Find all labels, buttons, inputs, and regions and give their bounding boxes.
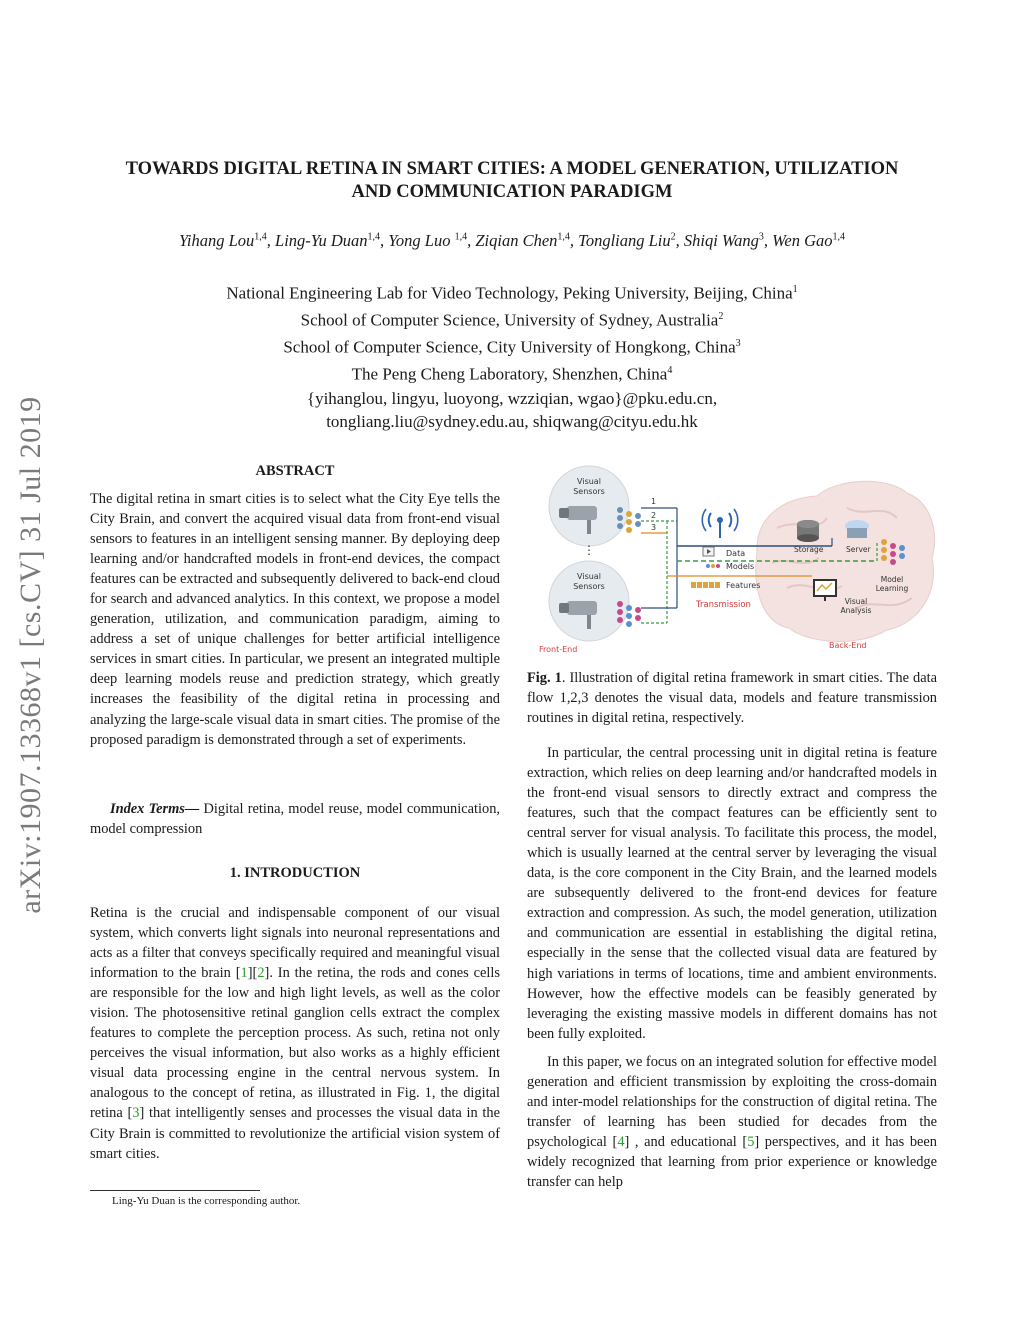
features-legend-icon (691, 582, 720, 588)
author: Tongliang Liu (578, 231, 671, 250)
abstract-heading: ABSTRACT (255, 463, 335, 479)
affiliation: National Engineering Lab for Video Technology, Peking University, Beijing, China$^1$ (226, 283, 798, 303)
footnote-rule (90, 1190, 260, 1191)
author-sup: 1,4 (832, 231, 846, 243)
intro-heading: 1. INTRODUCTION (229, 865, 361, 881)
citation-link[interactable]: 2 (257, 965, 265, 982)
author-sup: 2 (670, 231, 676, 243)
abstract-text: The digital retina in smart cities is to select what the City Eye tells the City Brain, and convert the acquired visual data from front-end visual sensors to features in an intelligent sensing manner. By deploying deep learning and/or handcrafted models in front-end devices, the compact features can be extracted and subsequently delivered to back-end cloud for search and advanced analytics. In this context, we propose a model generation, utilization, and communication paradigm, aiming to address a set of unique challenges for better artificial intelligence services in smart cities. In particular, we present an integrated multiple deep learning models reuse and prediction strategy, which greatly increases the feasibility of the digital retina in processing and analyzing the large-scale visual data in smart cities. The promise of the proposed paradigm is demonstrated through a set of experiments. (90, 491, 500, 748)
paragraph: In particular, the central processing unit in digital retina is feature extraction, which relies on deep learning and/or handcrafted models in the front-end visual sensors to directly extract and compress the features, such that the compact features can be efficiently sent to central server for visual analysis. To facilitate this process, the model, which is usually learned at the central server by leveraging the visual data, is the core component in the City Brain, and the learned models are subsequently delivered to the front-end devices for feature extraction and compression. As such, the model generation, utilization and communication are essential in establishing the digital retina, especially in the sense that the collected visual data are featured by high variations in terms of locations, time and ambient environments. However, how the effective models can be feasibly generated by leveraging the existing massive models in different domains has not been fully exploited. (527, 745, 937, 1042)
index-terms-label: Index Terms— (110, 801, 200, 817)
storage-icon (797, 520, 819, 542)
abstract-body (90, 489, 500, 750)
intro-body (90, 903, 500, 1164)
author-sup: 1,4 (454, 231, 468, 243)
model-learning-label-1: Model (880, 575, 904, 584)
legend-data: Data (726, 549, 746, 558)
visual-analysis-label-1: Visual (844, 597, 868, 606)
sensor-top-label-1: Visual (577, 477, 601, 486)
author: Ling-Yu Duan (275, 231, 368, 250)
transmission-label: Transmission (696, 600, 751, 610)
author: Ziqian Chen (475, 231, 558, 250)
figure-1 (527, 458, 937, 658)
author-sup: 3 (758, 231, 764, 243)
server-icon (845, 520, 869, 538)
model-learning-label-2: Learning (875, 584, 909, 593)
right-column-body (527, 743, 937, 1192)
route-1: 1 (651, 497, 657, 506)
models-legend-icon (706, 564, 720, 568)
author: Shiqi Wang (683, 231, 759, 250)
index-terms (90, 799, 500, 839)
affiliations (80, 278, 944, 434)
legend-models: Models (726, 562, 755, 571)
server-label: Server (846, 545, 871, 554)
arxiv-stamp (2, 360, 60, 950)
caption-text: . Illustration of digital retina framework in smart cities. The data flow 1,2,3 denotes the visual data, models and feature transmission routines in digital retina, respectively. (527, 670, 937, 726)
citation-link[interactable]: 4 (617, 1133, 625, 1150)
citation-link[interactable]: 5 (747, 1133, 755, 1150)
index-terms-text: Digital retina, model reuse, model communication, model compression (90, 801, 500, 838)
route-2: 2 (651, 511, 657, 520)
caption-label: Fig. 1 (527, 670, 562, 686)
arxiv-id: arXiv:1907.13368v1 [cs.CV] 31 Jul 2019 (14, 396, 47, 914)
email-line: {yihanglou, lingyu, luoyong, wzziqian, wgao}@pku.edu.cn, (306, 388, 718, 408)
sensor-bottom-label-1: Visual (577, 572, 601, 581)
author-sup: 1,4 (254, 231, 267, 243)
affiliation: School of Computer Science, University of Sydney, Australia$^2$ (300, 310, 724, 330)
citation-link[interactable]: 3 (132, 1105, 140, 1122)
sensor-bottom-label-2: Sensors (573, 582, 605, 591)
front-end-label: Front-End (539, 645, 578, 654)
author: Wen Gao (772, 231, 833, 250)
storage-label: Storage (794, 545, 824, 554)
author: Yong Luo (388, 231, 451, 250)
visual-analysis-label-2: Analysis (840, 606, 872, 615)
affiliation: School of Computer Science, City University of Hongkong, China$^3$ (283, 337, 741, 357)
antenna-icon (702, 509, 738, 538)
citation-link[interactable]: 1 (240, 965, 248, 982)
author: Yihang Lou (178, 231, 255, 250)
legend-features: Features (726, 581, 761, 590)
route-3: 3 (651, 523, 657, 532)
author-list: Yihang Lou$^{1,4}$, Ling-Yu Duan$^{1,4}$, Yong Luo $^{1,4}$, Ziqian Chen$^{1,4}$, Tongliang Liu$^2$, Shiqi Wang$^3$, Wen Gao$^{1,4}$ (178, 231, 846, 250)
digital-retina-diagram (527, 458, 937, 658)
paragraph: In this paper, we focus on an integrated solution for effective model generation and efficient transmission by exploiting the cross-domain and inter-model relationships for the construction of digital retina. The transfer of learning has been studied for decades from the psychological [4] , and educational [5] perspectives, and it has been widely recognized that learning from prior experience or knowledge transfer can help (527, 1053, 938, 1190)
footnote: Ling-Yu Duan is the corresponding author. (112, 1195, 301, 1207)
back-end-label: Back-End (829, 641, 867, 650)
author-sup: 1,4 (367, 231, 381, 243)
email-line: tongliang.liu@sydney.edu.au, shiqwang@cityu.edu.hk (326, 412, 698, 432)
ellipsis: ⋮ (583, 543, 595, 557)
intro-paragraph: Retina is the crucial and indispensable component of our visual system, which converts light signals into neuronal representations and acts as a filter that conveys specifically required and meaningful visual information to the brain [1][2]. In the retina, the rods and cones cells are responsible for the low and high light levels, as well as the color vision. The photosensitive retinal ganglion cells extract the complex features to complete the perception process. As such, retina not only perceives the visual information, but also works as a highly efficient visual data processing engine in the central nervous system. In analogous to the concept of retina, as illustrated in Fig. 1, the digital retina [3] that intelligently senses and processes the visual data in the City Brain is committed to revolutionize the artificial vision system of smart cities. (90, 905, 501, 1162)
paper-title (80, 158, 944, 204)
data-legend-icon (703, 547, 714, 556)
affiliation: The Peng Cheng Laboratory, Shenzhen, China$^4$ (351, 365, 673, 385)
figure-caption (527, 668, 937, 728)
sensor-top-label-2: Sensors (573, 487, 605, 496)
title-line-2: AND COMMUNICATION PARADIGM (351, 182, 673, 202)
author-sup: 1,4 (557, 231, 570, 243)
title-line-1: TOWARDS DIGITAL RETINA IN SMART CITIES: A MODEL GENERATION, UTILIZATION (125, 159, 899, 179)
